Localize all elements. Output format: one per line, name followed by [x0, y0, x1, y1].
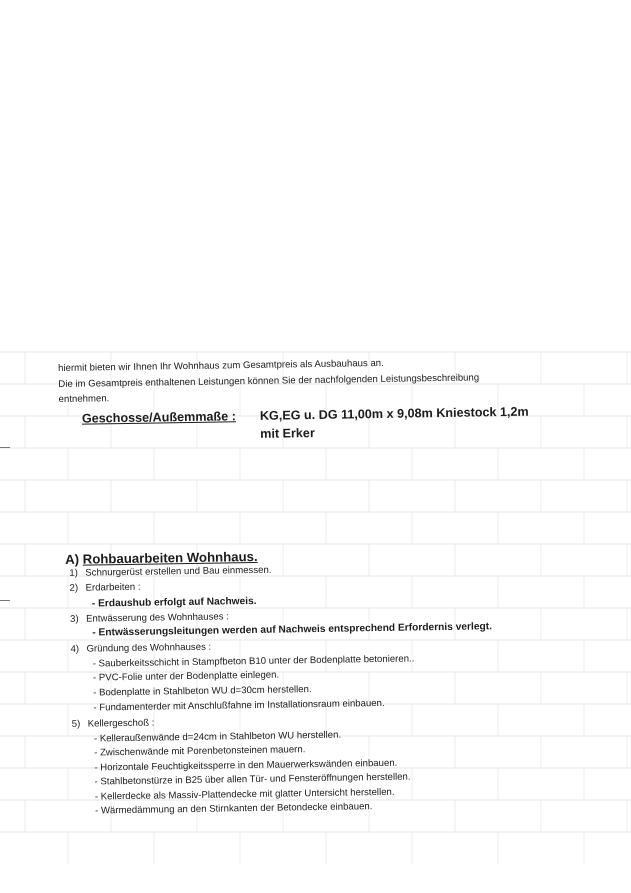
sub-item: - Kelleraußenwände d=24cm in Stahlbeton WU herstellen. — [93, 729, 342, 745]
intro-line: Die im Gesamtpreis enthaltenen Leistungen können Sie der nachfolgenden Leistungsbeschreibung — [58, 372, 480, 391]
section-title-text: Rohbauarbeiten Wohnhaus. — [82, 548, 258, 567]
item-text: Erdarbeiten : — [85, 581, 141, 594]
item-text: Kellergeschoß : — [87, 717, 155, 730]
section-letter: A) — [65, 551, 80, 567]
intro-line: entnehmen. — [58, 393, 110, 406]
sub-item: - Kellerdecke als Massiv-Plattendecke mit glatter Untersicht herstellen. — [94, 786, 395, 803]
section-title — [65, 549, 258, 567]
item-number: 3) — [69, 613, 79, 625]
dimensions-value: mit Erker — [260, 426, 315, 441]
dimensions-label: Geschosse/Außemmaße : — [81, 409, 236, 426]
item-text: Gründung des Wohnhauses : — [86, 641, 212, 655]
intro-line: hiermit bieten wir Ihnen Ihr Wohnhaus zum Gesamtpreis als Ausbauhaus an. — [58, 357, 384, 375]
sub-item-bold: - Erdaushub erfolgt auf Nachweis. — [91, 595, 257, 610]
sub-item: - Bodenplatte in Stahlbeton WU d=30cm herstellen. — [93, 684, 312, 699]
sub-item: - Fundamenterder mit Anschlußfahne im Installationsraum einbauen. — [93, 697, 385, 714]
sub-item: - Wärmedämmung an den Stirnkanten der Betondecke einbauen. — [95, 801, 373, 817]
sub-item: - Sauberkeitsschicht in Stampfbeton B10 unter der Bodenplatte betonieren.. — [92, 653, 415, 670]
sub-item: - Zwischenwände mit Porenbetonsteinen mauern. — [94, 744, 306, 759]
sub-item: - Stahlbetonstürze in B25 über allen Tür- und Fensteröffnungen herstellen. — [94, 771, 411, 788]
item-number: 4) — [70, 643, 80, 655]
sub-item: - Horizontale Feuchtigkeitssperre in den Mauerwerkswänden einbauen. — [94, 757, 398, 774]
item-number: 5) — [71, 718, 81, 730]
item-text: Entwässerung des Wohnhauses : — [85, 611, 229, 625]
item-number: 2) — [69, 582, 79, 594]
item-number: 1) — [69, 567, 78, 579]
item-text: Schnurgerüst erstellen und Bau einmessen. — [85, 564, 272, 579]
sub-item: - PVC-Folie unter der Bodenplatte einlegen. — [92, 669, 280, 684]
dimensions-value: KG,EG u. DG 11,00m x 9,08m Kniestock 1,2m — [259, 404, 529, 423]
sub-item-bold: - Entwässerungsleitungen werden auf Nachweis entsprechend Erfordernis verlegt. — [92, 621, 493, 639]
